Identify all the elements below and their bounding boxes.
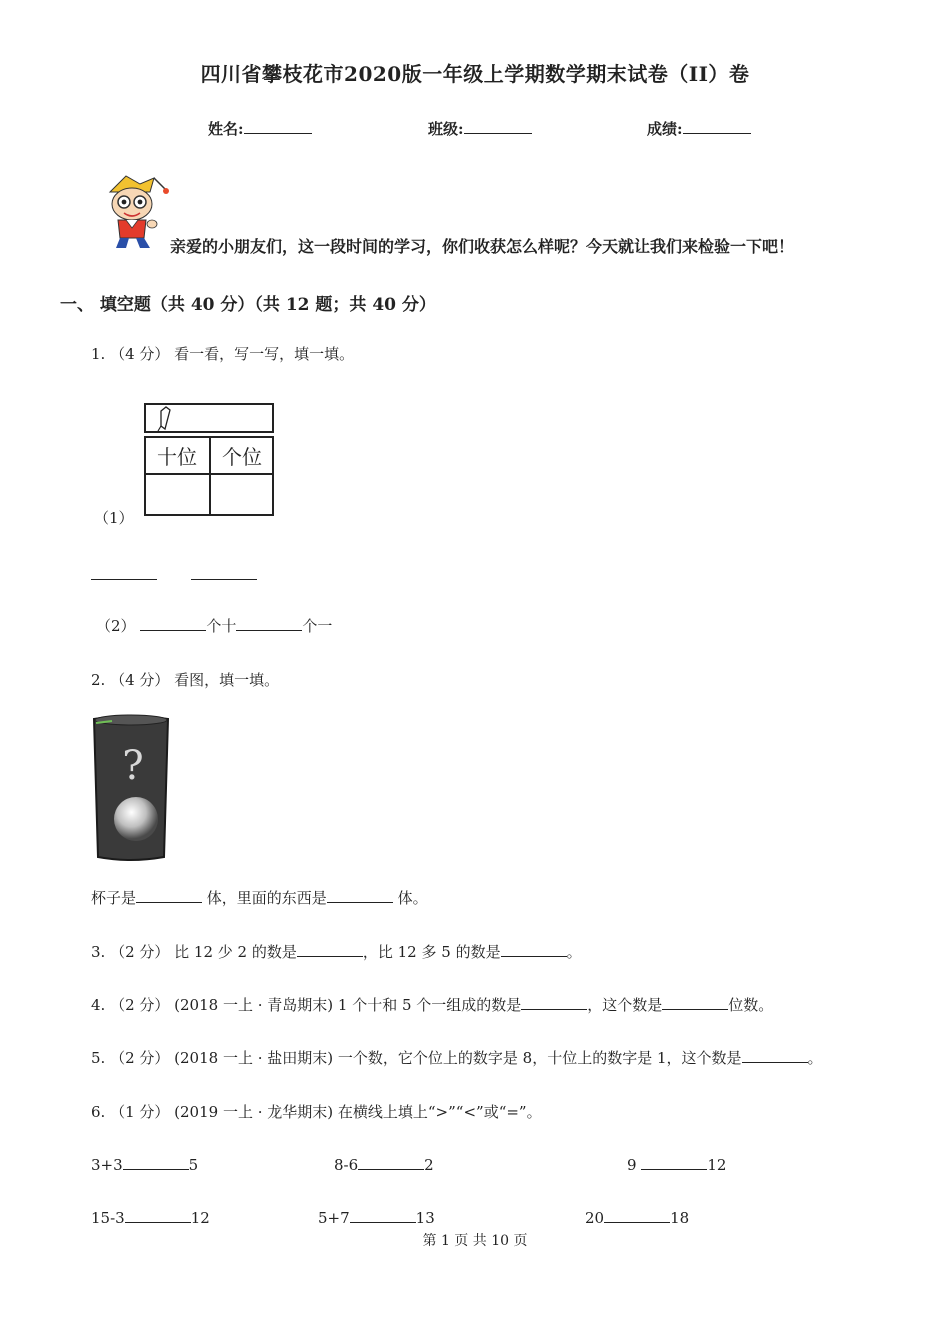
q3-text-a: 3. （2 分） 比 12 少 2 的数是 — [91, 943, 297, 961]
section1-title: 一、 填空题（共 40 分）（共 12 题；共 40 分） — [60, 295, 436, 315]
q6-item-4-left: 15-3 — [91, 1209, 125, 1227]
q6-item-3-right: 12 — [707, 1156, 727, 1174]
page-title: 四川省攀枝花市2020版一年级上学期数学期末试卷（II）卷 — [200, 62, 750, 86]
q2-text-b: 体，里面的东西是 — [202, 889, 327, 907]
ball-inside-cup — [114, 797, 158, 841]
q6-item-5 — [318, 1208, 435, 1227]
q6-item-1 — [91, 1155, 198, 1174]
q5-text-b: 。 — [807, 1049, 823, 1067]
q2-text-c: 体。 — [392, 889, 428, 907]
q6-item-4-blank[interactable] — [125, 1208, 191, 1223]
q2-answer-line — [91, 887, 428, 908]
q6-item-3-left: 9 — [627, 1156, 642, 1174]
q6-item-6-left: 20 — [585, 1209, 605, 1227]
tens-column-header: 十位 — [157, 445, 197, 469]
q6-item-3 — [627, 1155, 726, 1174]
q5-blank[interactable] — [742, 1048, 808, 1063]
q2-blank-cup[interactable] — [136, 888, 202, 903]
score-blank[interactable] — [683, 119, 751, 134]
score-label: 成绩: — [647, 120, 683, 138]
q6-item-1-right: 5 — [188, 1156, 199, 1174]
q1-sub2-blank-ones[interactable] — [236, 616, 302, 631]
q1-blank-1[interactable] — [91, 565, 157, 580]
q1-sub2-tens-text: 个十 — [206, 617, 237, 635]
q6-item-2 — [334, 1155, 434, 1174]
q3-text-b: ，比 12 多 5 的数是 — [362, 943, 501, 961]
q6-item-6-blank[interactable] — [604, 1208, 670, 1223]
q6-item-6-right: 18 — [670, 1209, 690, 1227]
name-label: 姓名: — [208, 120, 244, 138]
q6-item-6 — [585, 1208, 689, 1227]
q6-item-2-blank[interactable] — [358, 1155, 424, 1170]
q6-item-4-right: 12 — [190, 1209, 210, 1227]
q3-blank-2[interactable] — [501, 942, 567, 957]
q1-sub2-ones-text: 个一 — [302, 617, 333, 635]
q3-blank-1[interactable] — [297, 942, 363, 957]
q4-text-b: ，这个数是 — [587, 996, 663, 1014]
q1-sub2-label: （2） — [96, 617, 136, 635]
name-blank[interactable] — [244, 119, 312, 134]
q6-item-1-left: 3+3 — [91, 1156, 123, 1174]
ones-column-header: 个位 — [222, 445, 262, 469]
q6-item-4 — [91, 1208, 210, 1227]
q5-line — [91, 1047, 823, 1068]
q1-sub2 — [96, 615, 332, 636]
page-footer: 第 1 页 共 10 页 — [422, 1233, 528, 1249]
q3-text-c: 。 — [566, 943, 582, 961]
class-blank[interactable] — [464, 119, 532, 134]
q4-text-a: 4. （2 分） (2018 一上 · 青岛期末) 1 个十和 5 个一组成的数是 — [91, 996, 522, 1014]
q6-item-5-blank[interactable] — [350, 1208, 416, 1223]
greeting-text: 亲爱的小朋友们，这一段时间的学习，你们收获怎么样呢？今天就让我们来检验一下吧！ — [170, 237, 795, 256]
cup-illustration — [90, 713, 172, 863]
name-field — [208, 118, 312, 139]
q6-heading: 6. （1 分） (2019 一上 · 龙华期末) 在横线上填上“>”“<”或“=”。 — [91, 1103, 542, 1121]
q2-heading: 2. （4 分） 看图，填一填。 — [91, 671, 280, 689]
q6-item-2-left: 8-6 — [334, 1156, 359, 1174]
q6-item-1-blank[interactable] — [123, 1155, 189, 1170]
q6-item-5-left: 5+7 — [318, 1209, 350, 1227]
q5-text-a: 5. （2 分） (2018 一上 · 盐田期末) 一个数，它个位上的数字是 8，十位上的数字是 1，这个数是 — [91, 1049, 742, 1067]
question-mark: ? — [122, 743, 144, 789]
q1-answer-blanks — [91, 565, 257, 584]
q2-text-a: 杯子是 — [91, 889, 137, 907]
class-label: 班级: — [428, 120, 464, 138]
score-field — [647, 118, 751, 139]
q4-text-c: 位数。 — [728, 996, 774, 1014]
q6-item-5-right: 13 — [415, 1209, 435, 1227]
q1-sub1-label: （1） — [94, 509, 134, 527]
q2-blank-content[interactable] — [327, 888, 393, 903]
q3-line — [91, 941, 582, 962]
cartoon-boy-icon — [96, 172, 172, 252]
q4-blank-1[interactable] — [521, 995, 587, 1010]
q4-line — [91, 994, 773, 1015]
q1-sub2-blank-tens[interactable] — [140, 616, 206, 631]
q1-blank-2[interactable] — [191, 565, 257, 580]
q6-item-2-right: 2 — [424, 1156, 434, 1174]
place-value-table — [144, 403, 276, 517]
q1-heading: 1. （4 分） 看一看，写一写，填一填。 — [91, 345, 355, 363]
class-field — [428, 118, 532, 139]
q6-item-3-blank[interactable] — [641, 1155, 707, 1170]
q4-blank-2[interactable] — [662, 995, 728, 1010]
